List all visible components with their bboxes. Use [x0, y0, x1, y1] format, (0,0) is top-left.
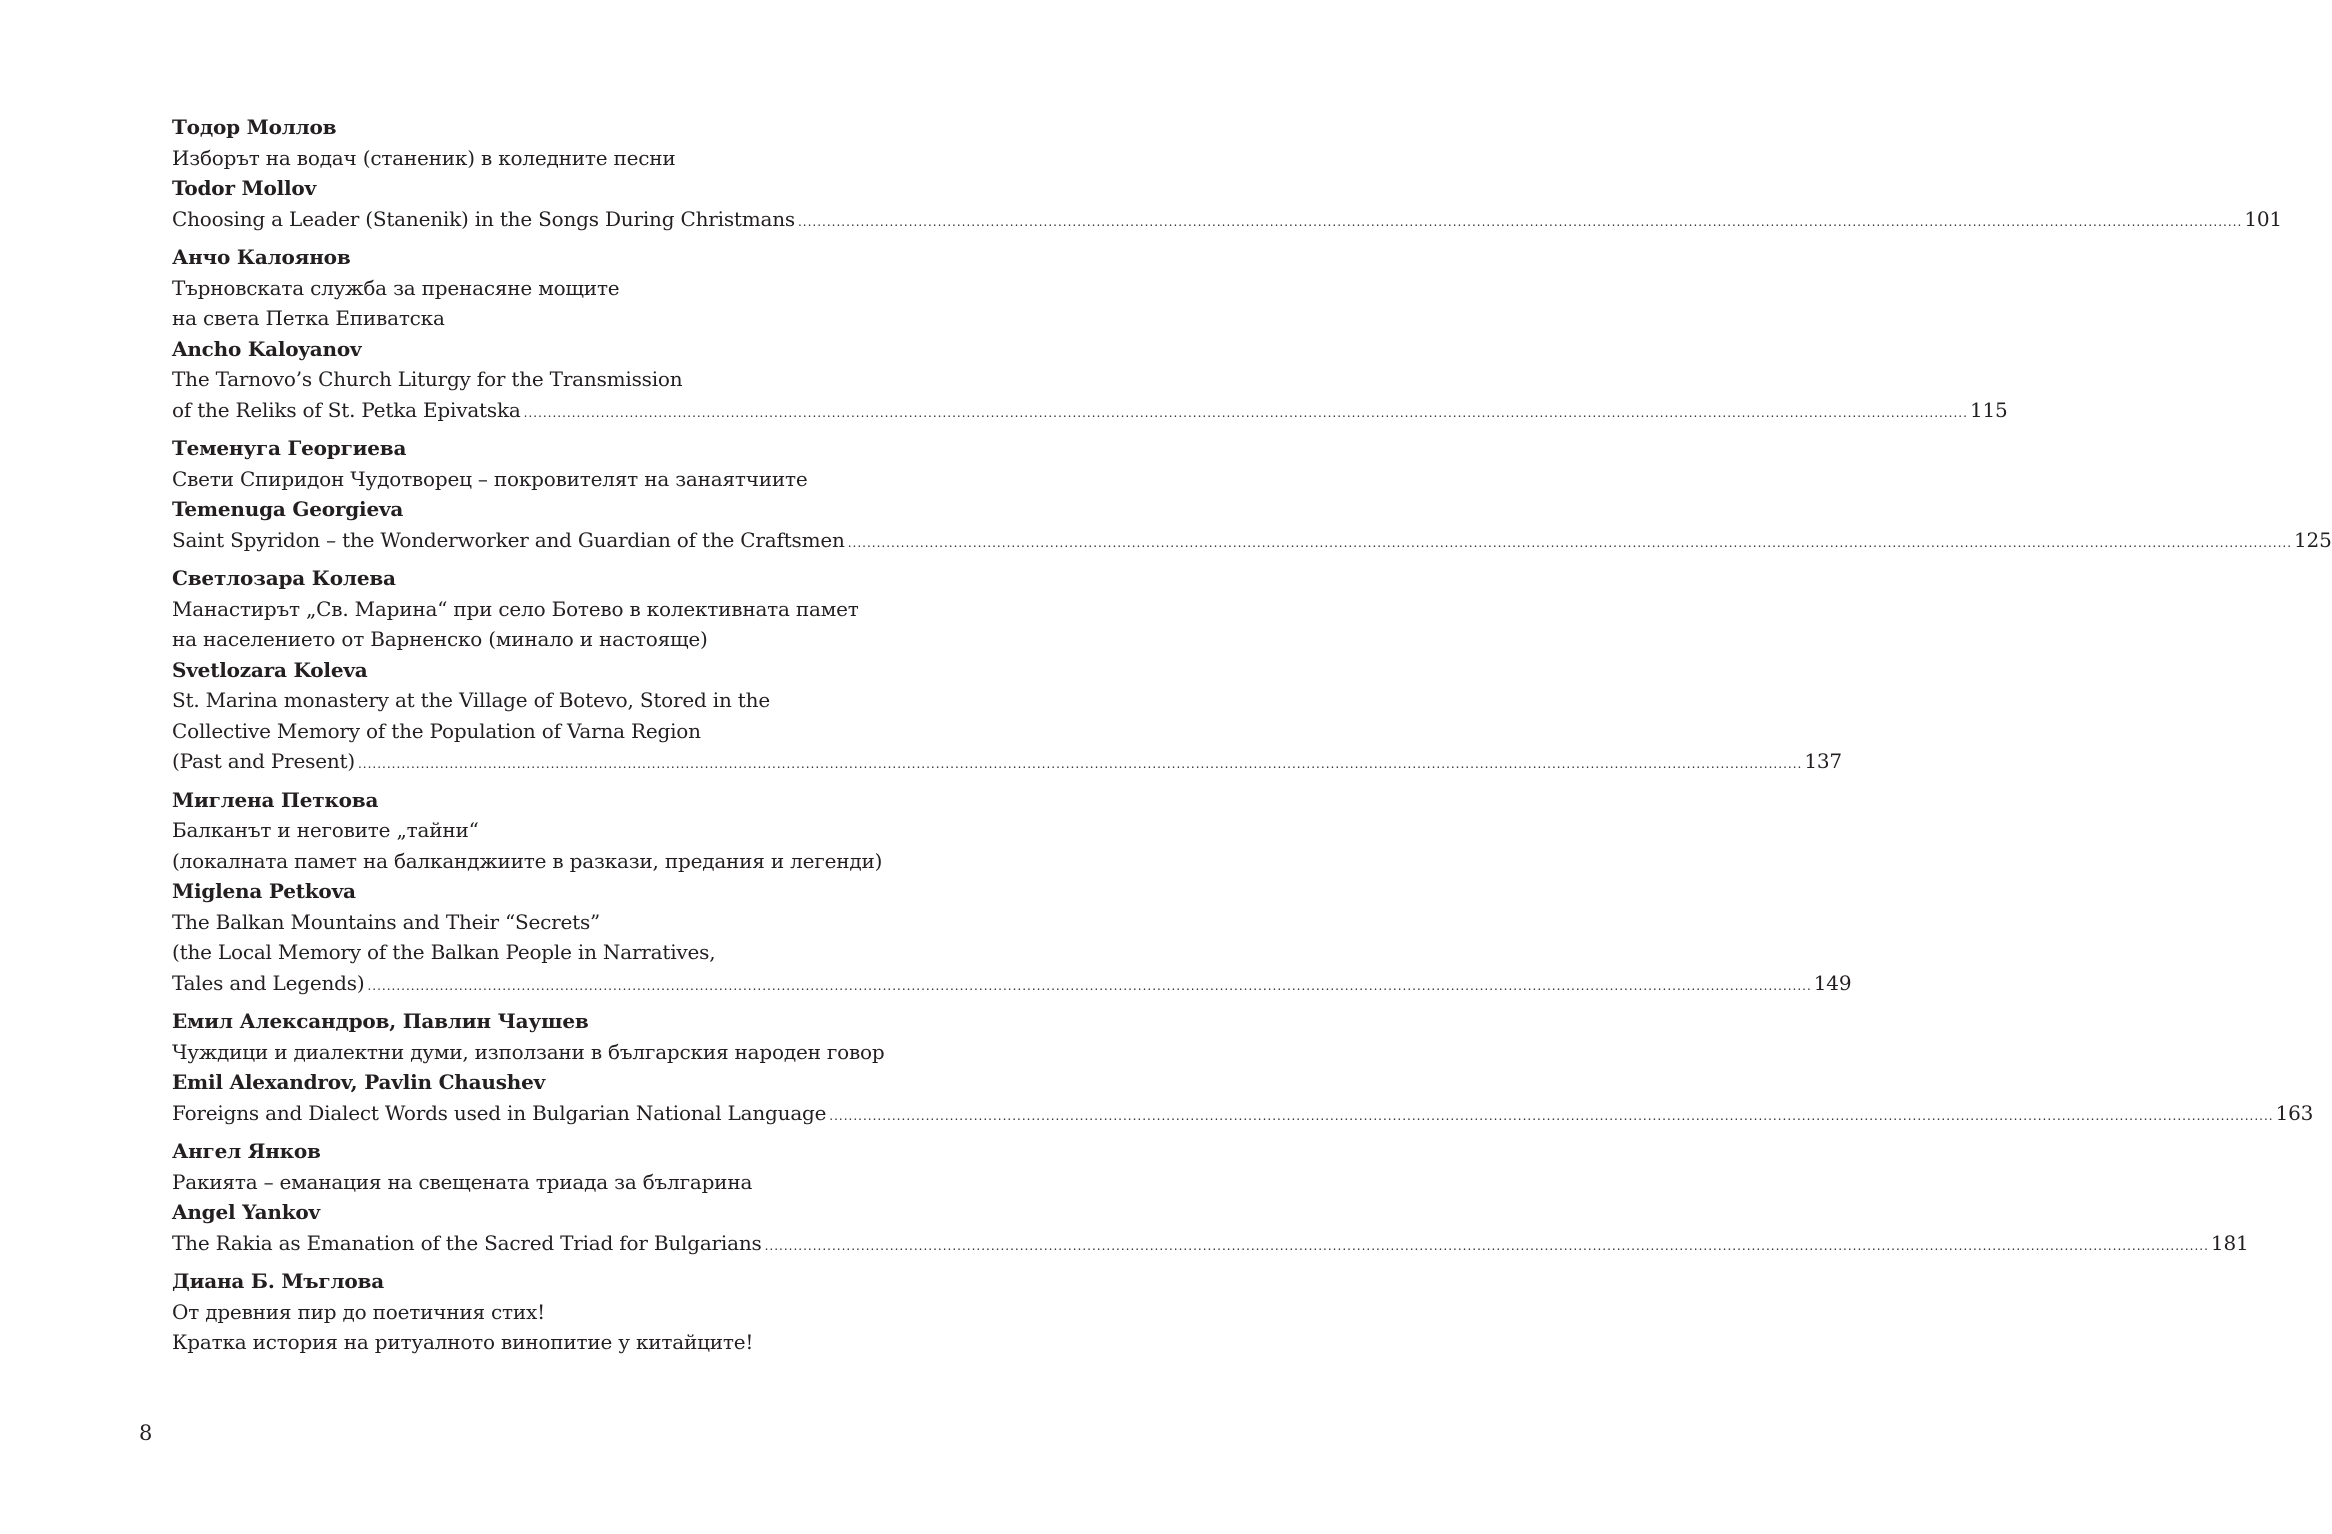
title-line-en: The Rakia as Emanation of the Sacred Triad for Bulgarians — [172, 1230, 762, 1255]
title-line-en: Choosing a Leader (Stanenik) in the Songs During Christmans — [172, 206, 795, 231]
toc-entry — [172, 242, 2008, 428]
title-line-en: St. Marina monastery at the Village of Botevo, Stored in the — [172, 688, 770, 712]
title-line-bg: Чуждици и диалектни думи, използани в българския народен говор — [172, 1039, 885, 1064]
dot-leader: ............................................................................................................................................................................................................................................................................................................ — [764, 1238, 2209, 1253]
table-of-contents — [172, 112, 2332, 1363]
dot-leader: ............................................................................................................................................................................................................................................................................................................ — [847, 535, 2293, 550]
author-name-en: Miglena Petkova — [172, 879, 356, 903]
title-line-en: Foreigns and Dialect Words used in Bulgarian National Language — [172, 1100, 827, 1125]
dot-leader: ............................................................................................................................................................................................................................................................................................................ — [367, 978, 1812, 993]
title-line-en: (the Local Memory of the Balkan People in Narratives, — [172, 940, 716, 964]
author-name-en: Angel Yankov — [172, 1200, 320, 1224]
author-name-bg: Ангел Янков — [172, 1139, 321, 1163]
author-name-en: Temenuga Georgieva — [172, 497, 404, 521]
toc-entry — [172, 1006, 2314, 1131]
author-name-en: Emil Alexandrov, Pavlin Chaushev — [172, 1070, 546, 1094]
title-line-bg: Ракията – еманация на свещената триада за българина — [172, 1169, 753, 1194]
page-ref: 163 — [2275, 1100, 2314, 1125]
dot-leader: ............................................................................................................................................................................................................................................................................................................ — [829, 1108, 2274, 1123]
title-line-bg: на света Петка Епиватска — [172, 306, 445, 330]
author-name-bg: Тодор Моллов — [172, 115, 337, 139]
title-line-en: Tales and Legends) — [172, 970, 365, 995]
author-name-bg: Теменуга Георгиева — [172, 436, 407, 460]
toc-entry — [172, 1266, 912, 1358]
toc-entry — [172, 112, 2282, 237]
title-line-bg: Търновската служба за пренасяне мощите — [172, 275, 620, 300]
author-name-bg: Емил Александров, Павлин Чаушев — [172, 1009, 589, 1033]
title-line-en-with-page — [172, 525, 2332, 559]
title-line-en: The Balkan Mountains and Their “Secrets” — [172, 909, 601, 934]
title-line-en-with-page — [172, 204, 2282, 238]
title-line-bg: Балканът и неговите „тайни“ — [172, 818, 479, 842]
toc-list — [172, 112, 2332, 1358]
author-name-en: Todor Mollov — [172, 176, 316, 200]
page-ref: 181 — [2210, 1230, 2249, 1255]
title-line-bg: Свети Спиридон Чудотворец – покровителят на занаятчиите — [172, 466, 808, 491]
page-number: 8 — [139, 1421, 153, 1445]
title-line-en-with-page — [172, 1228, 2249, 1262]
title-line-bg: Кратка история на ритуалното винопитие у китайците! — [172, 1330, 754, 1354]
title-line-en: of the Reliks of St. Petka Epivatska — [172, 397, 521, 422]
author-name-bg: Миглена Петкова — [172, 787, 379, 812]
title-line-en-with-page — [172, 746, 1842, 780]
title-line-bg: (локалната памет на балканджиите в разкази, предания и легенди) — [172, 848, 883, 873]
author-name-bg: Анчо Калоянов — [172, 245, 351, 269]
author-name-bg: Светлозара Колева — [172, 566, 396, 590]
title-line-bg: на населението от Варненско (минало и настояще) — [172, 627, 708, 651]
author-name-bg: Диана Б. Мъглова — [172, 1269, 384, 1293]
title-line-en: (Past and Present) — [172, 749, 355, 773]
title-line-en: Saint Spyridon – the Wonderworker and Guardian of the Craftsmen — [172, 527, 845, 552]
title-line-bg: Манастирът „Св. Марина“ при село Ботево в колективната памет — [172, 596, 859, 621]
dot-leader: ............................................................................................................................................................................................................................................................................................................ — [357, 757, 1803, 771]
dot-leader: ............................................................................................................................................................................................................................................................................................................ — [523, 405, 1968, 420]
toc-entry — [172, 563, 1842, 780]
title-line-en-with-page — [172, 1098, 2314, 1132]
author-name-en: Svetlozara Koleva — [172, 657, 368, 682]
toc-entry — [172, 1136, 2249, 1261]
page-ref: 137 — [1804, 749, 1842, 773]
title-line-en-with-page — [172, 395, 2008, 429]
page-ref: 101 — [2244, 206, 2282, 231]
title-line-bg: От древния пир до поетичния стих! — [172, 1299, 545, 1324]
title-line-bg: Изборът на водач (станеник) в коледните песни — [172, 145, 676, 170]
page-ref: 115 — [1969, 397, 2008, 422]
title-line-en: The Tarnovo’s Church Liturgy for the Transmission — [172, 367, 683, 391]
toc-entry — [172, 433, 2332, 558]
author-name-en: Ancho Kaloyanov — [172, 336, 362, 361]
title-line-en-with-page — [172, 968, 1852, 1002]
page-ref: 149 — [1813, 970, 1852, 995]
page-ref: 125 — [2294, 527, 2332, 552]
title-line-en: Collective Memory of the Population of Varna Region — [172, 718, 701, 743]
toc-entry — [172, 785, 1852, 1002]
dot-leader: ............................................................................................................................................................................................................................................................................................................ — [797, 214, 2243, 229]
